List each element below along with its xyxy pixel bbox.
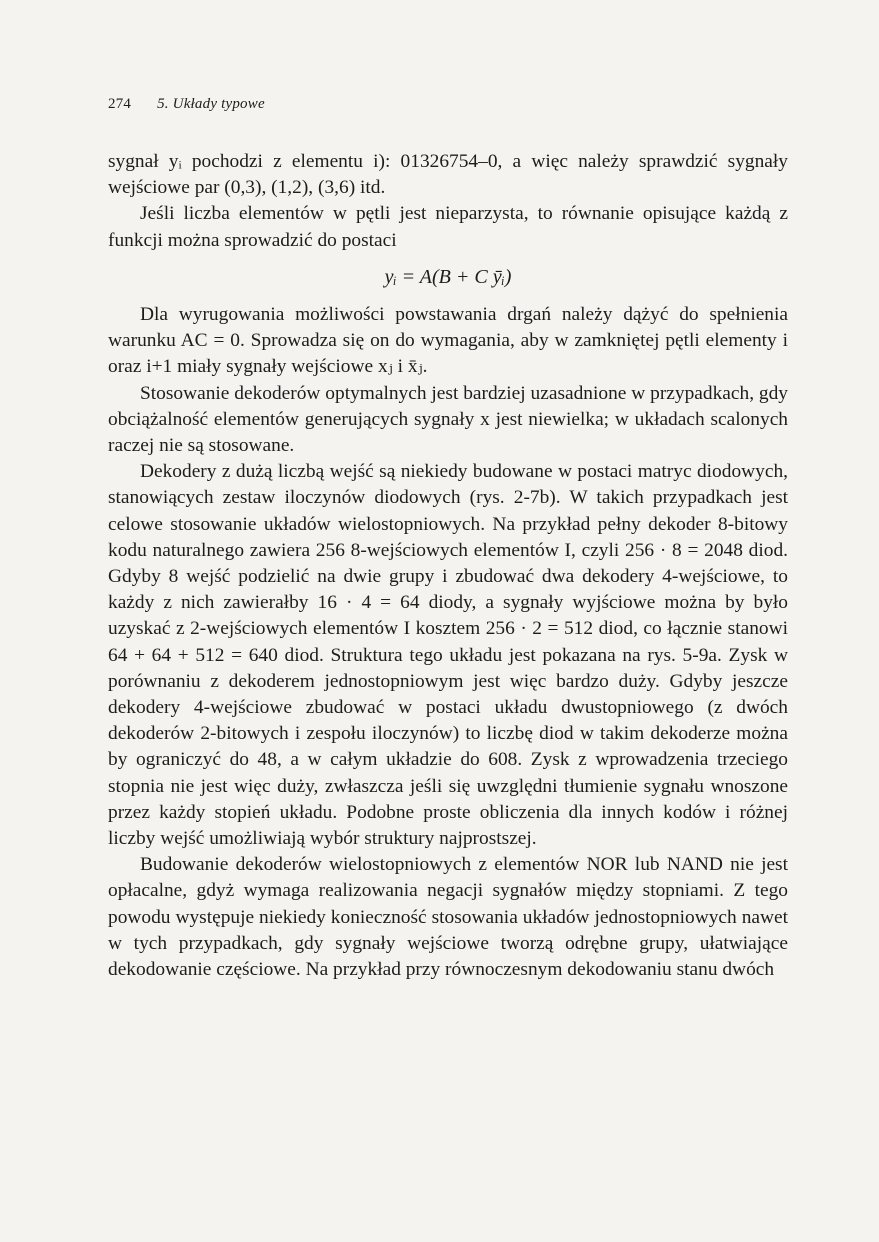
body-text bbox=[108, 149, 788, 983]
paragraph-1: sygnał yᵢ pochodzi z elementu i): 01326754–0, a więc należy sprawdzić sygnały wejściowe par (0,3), (1,2), (3,6) itd. bbox=[108, 151, 788, 199]
paragraph-4: Stosowanie dekoderów optymalnych jest bardziej uzasadnione w przypadkach, gdy obciążalność elementów generujących sygnały x jest niewielka; w układach scalonych raczej nie są stosowane. bbox=[108, 382, 788, 457]
page-number: 274 bbox=[108, 96, 132, 112]
paragraph-2: Jeśli liczba elementów w pętli jest nieparzysta, to równanie opisujące każdą z funkcji można sprowadzić do postaci bbox=[108, 203, 788, 251]
running-head bbox=[108, 96, 788, 113]
book-page bbox=[108, 96, 788, 983]
paragraph-3: Dla wyrugowania możliwości powstawania drgań należy dążyć do spełnienia warunku AC = 0. Sprowadza się on do wymagania, aby w zamkniętej pętli elementy i oraz i+1 miały sygnały wejściowe xⱼ i x̄ⱼ. bbox=[108, 304, 788, 378]
formula: yᵢ = A(B + C ȳᵢ) bbox=[384, 265, 512, 288]
chapter-title: 5. Układy typowe bbox=[157, 96, 265, 112]
paragraph-6: Budowanie dekoderów wielostopniowych z elementów NOR lub NAND nie jest opłacalne, gdyż wymaga realizowania negacji sygnałów między stopniami. Z tego powodu występuje niekiedy konieczność stosowania układów jednostopniowych nawet w tych przypadkach, gdy sygnały wejściowe tworzą odrębne grupy, ułatwiające dekodowanie częściowe. Na przykład przy równoczesnym dekodowaniu stanu dwóch bbox=[108, 854, 788, 981]
paragraph-5: Dekodery z dużą liczbą wejść są niekiedy budowane w postaci matryc diodowych, stanowiących zestaw iloczynów diodowych (rys. 2-7b). W takich przypadkach jest celowe stosowanie układów wielostopniowych. Na przykład pełny dekoder 8-bitowy kodu naturalnego zawiera 256 8-wejściowych elementów I, czyli 256 · 8 = 2048 diod. Gdyby 8 wejść podzielić na dwie grupy i zbudować dwa dekodery 4-wejściowe, to każdy z nich zawierałby 16 · 4 = 64 diody, a sygnały wyjściowe można by było uzyskać z 2-wejściowych elementów I kosztem 256 · 2 = 512 diod, co łącznie stanowi 64 + 64 + 512 = 640 diod. Struktura tego układu jest pokazana na rys. 5-9a. Zysk w porównaniu z dekoderem jednostopniowym jest więc bardzo duży. Gdyby jeszcze dekodery 4-wejściowe zbudować w postaci układu dwustopniowego (z dwóch dekoderów 2-bitowych i zespołu iloczynów) to liczbę diod w takim dekoderze można by ograniczyć do 48, a w całym układzie do 608. Zysk z wprowadzenia trzeciego stopnia nie jest więc duży, zwłaszcza jeśli się uwzględni tłumienie sygnału wnoszone przez każdy stopień układu. Podobne proste obliczenia dla innych kodów i różnej liczby wejść umożliwiają wybór struktury najprostszej. bbox=[108, 461, 788, 850]
